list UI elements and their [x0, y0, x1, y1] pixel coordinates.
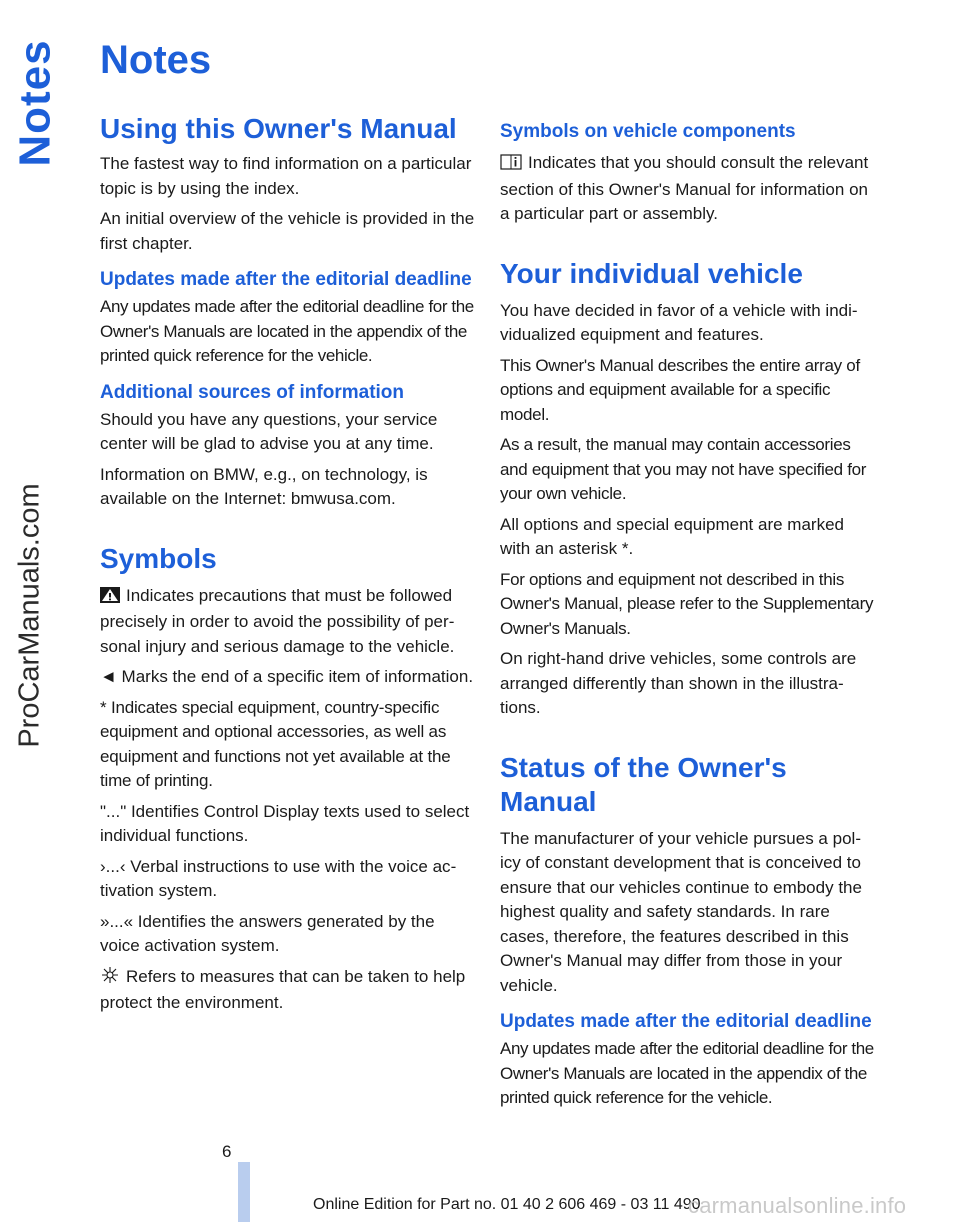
symbol-asterisk-text: * Indicates special equipment, country-specific equipment and optional accessories, as well as equipment and functions not yet available at the time of printing. [100, 697, 451, 790]
symbol-warning-item [100, 584, 476, 660]
paragraph-individual-3: As a result, the manual may contain accessories and equipment that you may not have specified for your own vehicle. [500, 435, 867, 503]
paragraph-manual-status: The manufacturer of your vehicle pursues a policy of constant development that is conceived to ensure that our vehicles continue to embody the highest quality and safety standards. In rare cases, therefore, the features described in this Owner's Manual may differ from those in your vehicle. [500, 828, 862, 995]
paragraph-individual-4: All options and special equipment are marked with an asterisk *. [500, 514, 844, 558]
manual-book-icon [500, 153, 522, 178]
symbol-end-mark-text: ◄ Marks the end of a specific item of information. [100, 667, 474, 686]
heading-manual-status: Status of the Owner's Manual [500, 751, 787, 817]
paragraph-individual-2: This Owner's Manual describes the entire array of options and equipment available for a specific model. [500, 355, 860, 424]
paragraph-updates-left: Any updates made after the editorial deadline for the Owner's Manuals are located in the appendix of the printed quick reference for the vehicle. [100, 297, 474, 365]
heading-individual-vehicle: Your individual vehicle [500, 257, 803, 289]
paragraph-using-2: An initial overview of the vehicle is provided in the first chapter. [100, 209, 475, 253]
paragraph-individual-6: On right-hand drive vehicles, some controls are arranged differently than shown in the illustrations. [500, 649, 857, 717]
environment-icon [100, 966, 120, 992]
paragraph-individual-5: For options and equipment not described in this Owner's Manual, please refer to the Supplementary Owner's Manuals. [500, 569, 874, 638]
components-item [500, 151, 876, 227]
footer-watermark: carmanualsonline.info [688, 1193, 907, 1218]
symbol-environment-text: Refers to measures that can be taken to help protect the environment. [100, 966, 466, 1012]
symbol-answers-text: »...« Identifies the answers generated by the voice activation system. [100, 911, 435, 955]
heading-updates-right: Updates made after the editorial deadline [500, 1011, 872, 1032]
side-watermark [0, 445, 60, 785]
heading-using-manual: Using this Owner's Manual [100, 113, 457, 144]
right-column [500, 112, 876, 1117]
footer-edition-text: Online Edition for Part no. 01 40 2 606 469 - 03 11 490 [313, 1196, 701, 1213]
symbol-environment-item [100, 965, 476, 1016]
left-column [100, 112, 476, 1022]
paragraph-individual-1: You have decided in favor of a vehicle with individualized equipment and features. [500, 300, 858, 344]
components-text: Indicates that you should consult the relevant section of this Owner's Manual for information on a particular part or assembly. [500, 153, 869, 223]
heading-updates-left: Updates made after the editorial deadline [100, 269, 472, 290]
page-number: 6 [222, 1142, 232, 1161]
side-section-label: Notes [11, 39, 60, 167]
symbol-quotes-text: "..." Identifies Control Display texts used to select individual functions. [100, 801, 470, 845]
paragraph-updates-right: Any updates made after the editorial deadline for the Owner's Manuals are located in the appendix of the printed quick reference for the vehicle. [500, 1039, 874, 1107]
paragraph-using-1: The fastest way to find information on a particular topic is by using the index. [100, 154, 472, 198]
paragraph-additional-1: Should you have any questions, your service center will be glad to advise you at any time. [100, 409, 438, 453]
paragraph-additional-2: Information on BMW, e.g., on technology, is available on the Internet: bmwusa.com. [100, 464, 428, 508]
symbol-warning-text: Indicates precautions that must be followed precisely in order to avoid the possibility of personal injury and serious damage to the vehicle. [100, 585, 455, 656]
heading-symbols: Symbols [100, 542, 217, 574]
side-watermark-text: ProCarManuals.com [13, 482, 46, 748]
heading-additional-sources: Additional sources of information [100, 381, 405, 403]
footer-accent-bar [238, 1162, 250, 1222]
side-section-tab [10, 38, 62, 168]
heading-vehicle-components: Symbols on vehicle components [500, 121, 796, 142]
warning-triangle-icon [100, 586, 120, 611]
page-title: Notes [100, 38, 212, 82]
symbol-voice-text: ›...‹ Verbal instructions to use with the voice activation system. [100, 856, 457, 900]
